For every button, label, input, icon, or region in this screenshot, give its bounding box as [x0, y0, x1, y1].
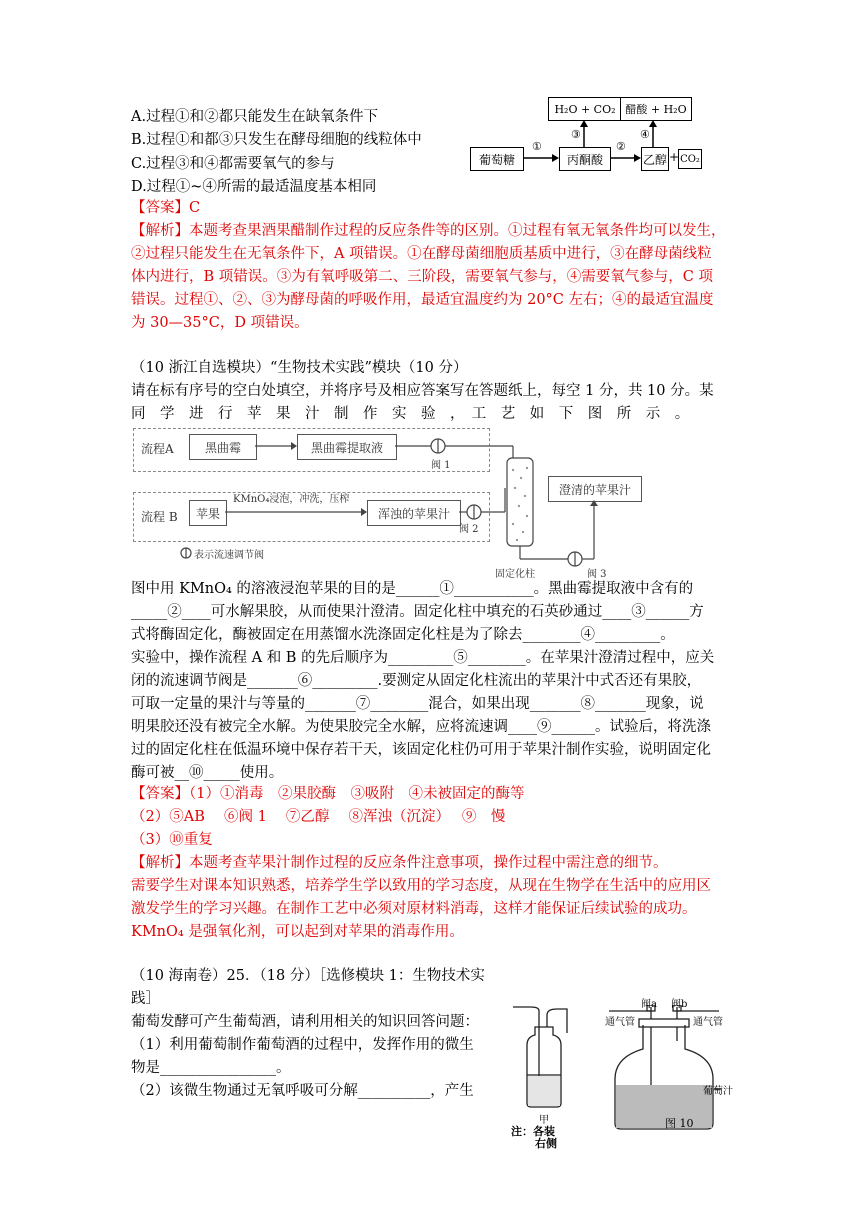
- q1-analysis-3: 体内进行，B 项错误。③为有氧呼吸第二、三阶段，需要氧气参与，④需要氧气参与，C 项: [131, 269, 713, 285]
- q2-body-4: 实验中，操作流程 A 和 B 的先后顺序为_________⑤________。在苹果汁澄清过程中，应关: [131, 650, 715, 666]
- turbid-juice-label: 浑浊的苹果汁: [377, 506, 450, 521]
- q2-analysis-1: 【解析】本题考查苹果汁制作过程的反应条件注意事项，操作过程中需注意的细节。: [131, 855, 668, 871]
- q2-intro-1: 请在标有序号的空白处填空，并将序号及相应答案写在答题纸上，每空 1 分，共 10 分。某: [131, 383, 714, 399]
- q3-line-5: 物是________________。: [131, 1060, 291, 1076]
- q3-line-4: （1）利用葡萄制作葡萄酒的过程中，发挥作用的微生: [131, 1037, 474, 1053]
- vent-left-label: 通气管: [605, 1017, 635, 1028]
- q2-body-1: 图中用 KMnO₄ 的溶液浸泡苹果的目的是______①___________。黑曲霉提取液中含有的: [131, 581, 694, 597]
- column-label: 固定化柱: [495, 569, 535, 580]
- acetic-label: 醋酸 + H₂O: [625, 103, 687, 116]
- valve-b-label: 阀b: [671, 999, 688, 1010]
- q2-header: （10 浙江自选模块）“生物技术实践”模块（10 分）: [131, 360, 468, 376]
- apple-label: 苹果: [195, 506, 220, 521]
- process-diagram: [131, 428, 656, 578]
- q1-analysis-4: 错误。过程①、②、③为酵母菌的呼吸作用，最适宜温度约为 20°C 左右；④的最适宜温度: [131, 292, 714, 308]
- q1-analysis-2: ②过程只能发生在无氧条件下，A 项错误。①在酵母菌细胞质基质中进行，③在酵母菌线粒: [131, 246, 712, 262]
- q2-body-2: _____②____可水解果胶，从而使果汁澄清。固定化柱中填充的石英砂通过____③______方: [131, 604, 704, 620]
- q2-answer-2: （2）⑤AB ⑥阀 1 ⑦乙醇 ⑧浑浊（沉淀） ⑨ 慢: [131, 809, 506, 825]
- ethanol-label: 乙醇: [642, 152, 667, 167]
- q2-body-5: 闭的流速调节阀是_______⑥_________.要测定从固定化柱流出的苹果汁中式否还有果胶，: [131, 673, 702, 689]
- q2-body-7: 明果胶还没有被完全水解。为使果胶完全水解，应将流速调____⑨______。试验后，将洗涤: [131, 719, 711, 735]
- plus-sign: +: [669, 150, 680, 164]
- flow-a-label: 流程A: [141, 442, 174, 456]
- co2-label: CO₂: [680, 153, 700, 165]
- aspergillus-label: 黑曲霉: [204, 440, 241, 455]
- legend-label: 表示流速调节阀: [194, 550, 264, 561]
- ethanol-box: [641, 147, 669, 171]
- note-label-1: 注：各装: [511, 1125, 555, 1138]
- flow-b-label: 流程 B: [141, 510, 178, 524]
- q1-answer: 【答案】C: [131, 200, 201, 216]
- q1-option-b: B.过程①和都③只发生在酵母细胞的线粒体中: [131, 132, 422, 148]
- apple-steps-label: KMnO₄浸泡，冲洗，压榨: [233, 494, 350, 505]
- q2-answer-1: 【答案】（1）①消毒 ②果胶酶 ③吸附 ④未被固定的酶等: [131, 786, 525, 802]
- q1-option-d: D.过程①~④所需的最适温度基本相同: [131, 179, 377, 195]
- valve-a-label: 阀a: [641, 999, 657, 1010]
- q2-body-9: 酶可被__⑩_____使用。: [131, 765, 284, 781]
- jia-label: 甲: [539, 1115, 549, 1126]
- q3-line-1: （10 海南卷）25．（18 分）［选修模块 1：生物技术实: [131, 968, 485, 984]
- acetic-box: [620, 97, 692, 121]
- q2-analysis-2: 需要学生对课本知识熟悉，培养学生学以致用的学习态度，从现在生物学在生活中的应用区: [131, 878, 711, 894]
- fig-10-label: 图 10: [665, 1117, 694, 1130]
- valve-3-label: 阀 3: [587, 569, 607, 580]
- step-1-label: ①: [532, 140, 542, 153]
- q1-option-c: C.过程③和④都需要氧气的参与: [131, 156, 335, 172]
- q3-line-3: 葡萄发酵可产生葡萄酒，请利用相关的知识回答问题：: [131, 1014, 479, 1030]
- q2-answer-3: （3）⑩重复: [131, 832, 213, 848]
- q1-option-a: A.过程①和②都只能发生在缺氧条件下: [131, 109, 379, 125]
- q2-analysis-4: KMnO₄ 是强氧化剂，可以起到对苹果的消毒作用。: [131, 924, 464, 940]
- valve-2-label: 阀 2: [459, 524, 479, 535]
- step-4-label: ④: [640, 128, 650, 141]
- q3-line-6: （2）该微生物通过无氧呼吸可分解__________，产生: [131, 1083, 474, 1099]
- glucose-box: [470, 147, 524, 171]
- q3-line-2: 践］: [131, 991, 160, 1007]
- q2-body-8: 过的固定化柱在低温环境中保存若干天，该固定化柱仍可用于苹果汁制作实验，说明固定化: [131, 742, 711, 758]
- co2-box: [678, 149, 702, 169]
- step-2-label: ②: [616, 140, 626, 153]
- reaction-diagram: [466, 92, 701, 182]
- glucose-label: 葡萄糖: [478, 152, 515, 167]
- step-3-label: ③: [571, 128, 581, 141]
- valve-1-label: 阀 1: [431, 460, 451, 471]
- q2-analysis-3: 激发学生的学习兴趣。在制作工艺中必须对原材料消毒，这样才能保证后续试验的成功。: [131, 901, 697, 917]
- q2-intro-2: 同 学 进 行 苹 果 汁 制 作 实 验 ， 工 艺 如 下 图 所 示 。: [131, 406, 690, 422]
- note-label-2: 右侧: [535, 1137, 557, 1150]
- q2-body-3: 式将酶固定化，酶被固定在用蒸馏水洗涤固定化柱是为了除去________④_________。: [131, 627, 675, 643]
- h2o-co2-label: H₂O + CO₂: [554, 102, 616, 116]
- h2o-co2-box: [548, 97, 622, 121]
- pyruvate-box: [559, 147, 611, 171]
- pyruvate-label: 丙酮酸: [566, 152, 603, 167]
- q1-analysis-1: 【解析】本题考查果酒果醋制作过程的反应条件等的区别。①过程有氧无氧条件均可以发生，: [131, 223, 726, 239]
- vent-right-label: 通气管: [693, 1017, 723, 1028]
- fermentation-apparatus: [505, 999, 733, 1150]
- q2-body-6: 可取一定量的果汁与等量的_______⑦________混合，如果出现_______⑧_______现象，说: [131, 696, 704, 712]
- juice-label: 葡萄汁: [703, 1086, 733, 1097]
- q1-analysis-5: 为 30—35°C，D 项错误。: [131, 315, 309, 331]
- extract-label: 黑曲霉提取液: [310, 440, 383, 455]
- clear-juice-label: 澄清的苹果汁: [558, 482, 631, 497]
